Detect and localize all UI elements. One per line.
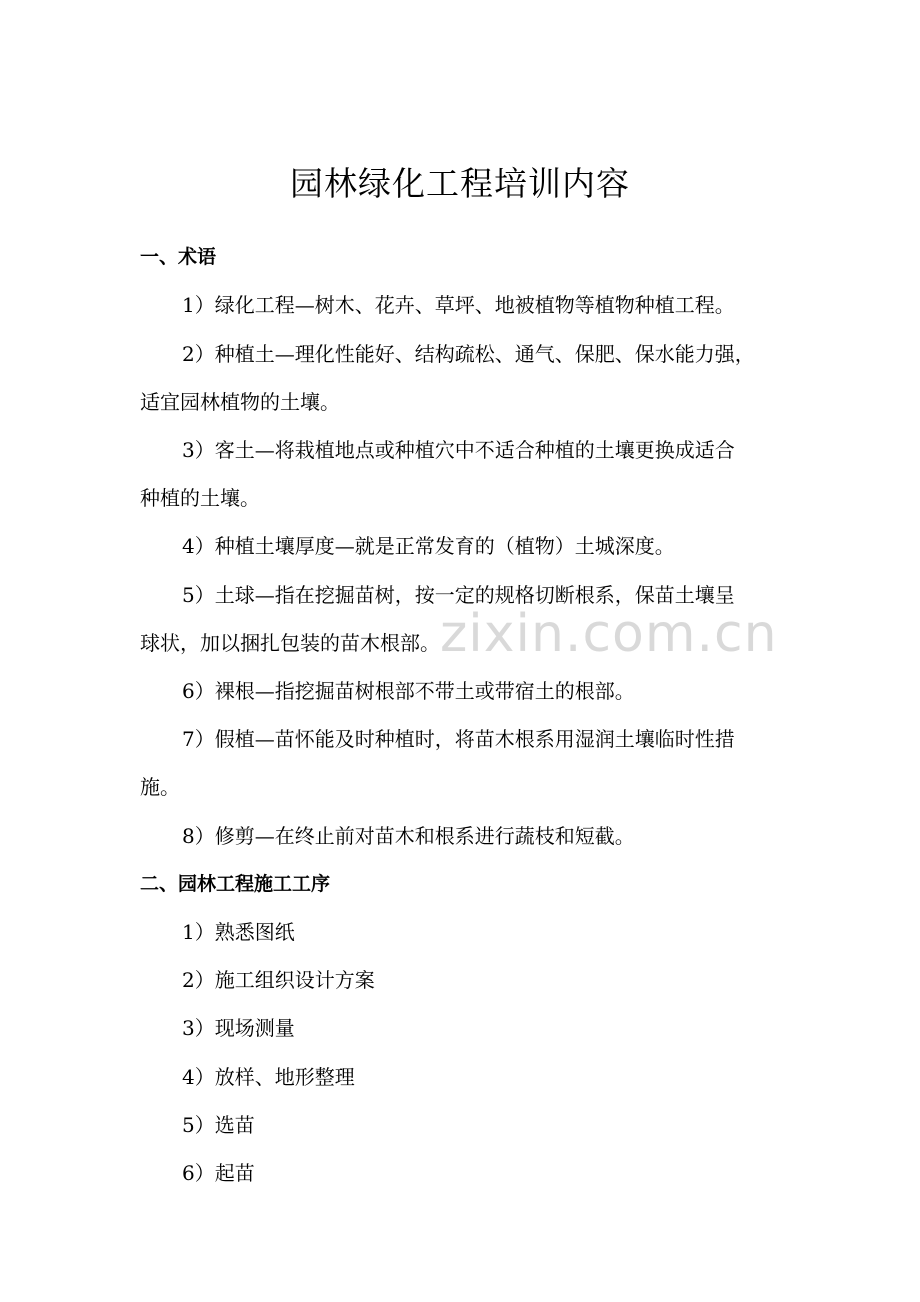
- section-heading-terms: 一、术语: [140, 246, 217, 268]
- term-item-7-continued: 施。: [140, 775, 180, 799]
- term-item-1: 1）绿化工程—树木、花卉、草坪、地被植物等植物种植工程。: [182, 293, 735, 317]
- procedure-item-1: 1）熟悉图纸: [182, 920, 295, 944]
- procedure-item-2: 2）施工组织设计方案: [182, 968, 375, 992]
- watermark: zixin.com.cn: [440, 604, 778, 664]
- term-item-8: 8）修剪—在终止前对苗木和根系进行蔬枝和短截。: [182, 824, 635, 848]
- term-item-6: 6）裸根—指挖掘苗树根部不带土或带宿土的根部。: [182, 679, 635, 703]
- document-title: 园林绿化工程培训内容: [290, 164, 630, 203]
- term-item-2-continued: 适宜园林植物的土壤。: [140, 390, 340, 414]
- term-item-4: 4）种植土壤厚度—就是正常发育的（植物）土城深度。: [182, 534, 675, 558]
- procedure-item-6: 6）起苗: [182, 1161, 255, 1185]
- procedure-item-4: 4）放样、地形整理: [182, 1065, 355, 1089]
- term-item-7: 7）假植—苗怀能及时种植时，将苗木根系用湿润土壤临时性措: [182, 727, 735, 751]
- term-item-3: 3）客土—将栽植地点或种植穴中不适合种植的土壤更换成适合: [182, 438, 735, 462]
- procedure-item-5: 5）选苗: [182, 1113, 255, 1137]
- term-item-3-continued: 种植的土壤。: [140, 486, 260, 510]
- term-item-5-continued: 球状，加以捆扎包装的苗木根部。: [140, 631, 440, 655]
- procedure-item-3: 3）现场测量: [182, 1016, 295, 1040]
- term-item-2: 2）种植土—理化性能好、结构疏松、通气、保肥、保水能力强，: [182, 342, 755, 366]
- term-item-5: 5）土球—指在挖掘苗树，按一定的规格切断根系，保苗土壤呈: [182, 583, 735, 607]
- section-heading-procedures: 二、园林工程施工工序: [140, 873, 331, 895]
